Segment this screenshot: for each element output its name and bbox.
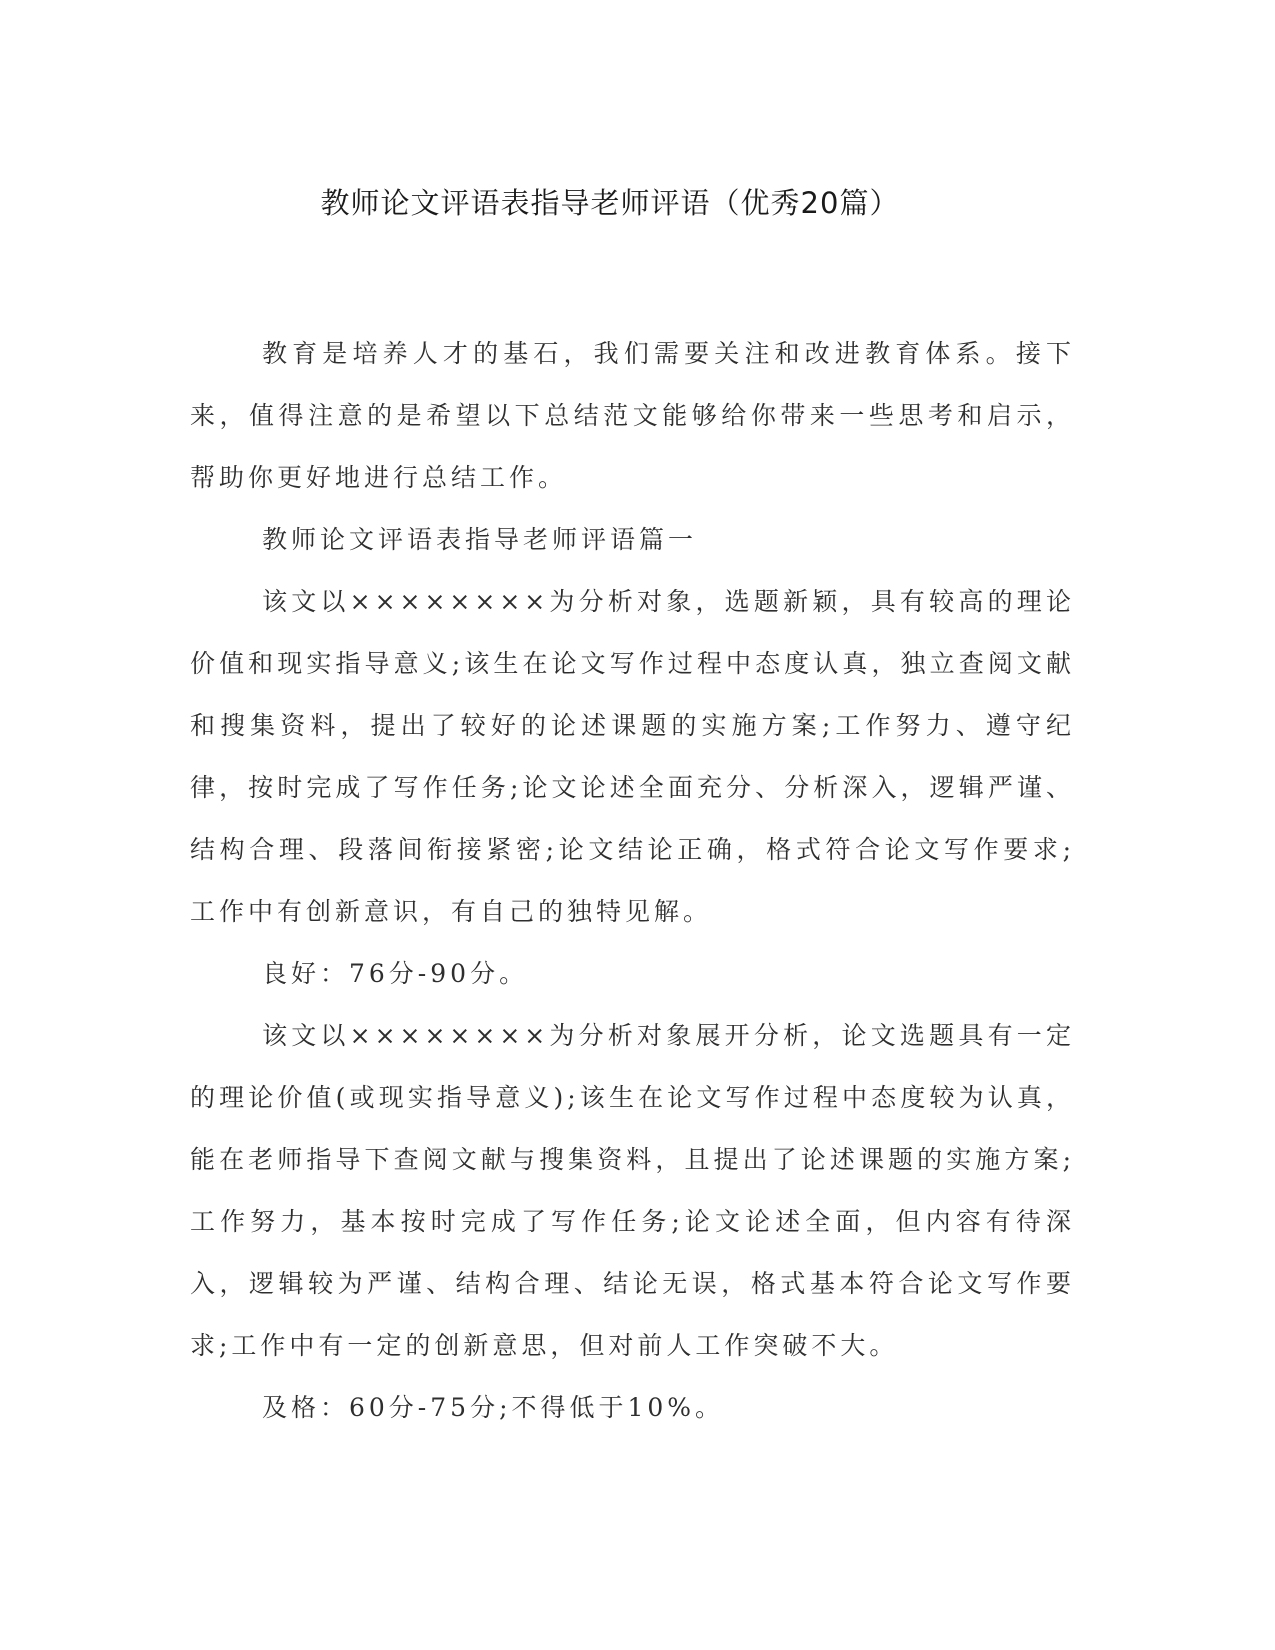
pass-grade-label: 及格：60分-75分;不得低于10%。 (262, 1393, 725, 1422)
excellent-comment-paragraph: 该文以××××××××为分析对象，选题新颖，具有较高的理论价值和现实指导意义;该生在论文写作过程中态度认真，独立查阅文献和搜集资料，提出了较好的论述课题的实施方案;工作努力、遵守纪律，按时完成了写作任务;论文论述全面充分、分析深入，逻辑严谨、结构合理、段落间衔接紧密;论文结论正确，格式符合论文写作要求;工作中有创新意识，有自己的独特见解。 (190, 587, 1075, 926)
intro-paragraph: 教育是培养人才的基石，我们需要关注和改进教育体系。接下来，值得注意的是希望以下总结范文能够给你带来一些思考和启示，帮助你更好地进行总结工作。 (190, 339, 1075, 492)
document-title: 教师论文评语表指导老师评语（优秀20篇） (320, 186, 900, 220)
good-grade-label: 良好：76分-90分。 (262, 959, 529, 988)
good-comment-paragraph: 该文以××××××××为分析对象展开分析，论文选题具有一定的理论价值(或现实指导意义);该生在论文写作过程中态度较为认真，能在老师指导下查阅文献与搜集资料，且提出了论述课题的实施方案;工作努力，基本按时完成了写作任务;论文论述全面，但内容有待深入，逻辑较为严谨、结构合理、结论无误，格式基本符合论文写作要求;工作中有一定的创新意思，但对前人工作突破不大。 (190, 1021, 1075, 1360)
section-heading: 教师论文评语表指导老师评语篇一 (262, 525, 698, 554)
document-body (190, 323, 1075, 1439)
